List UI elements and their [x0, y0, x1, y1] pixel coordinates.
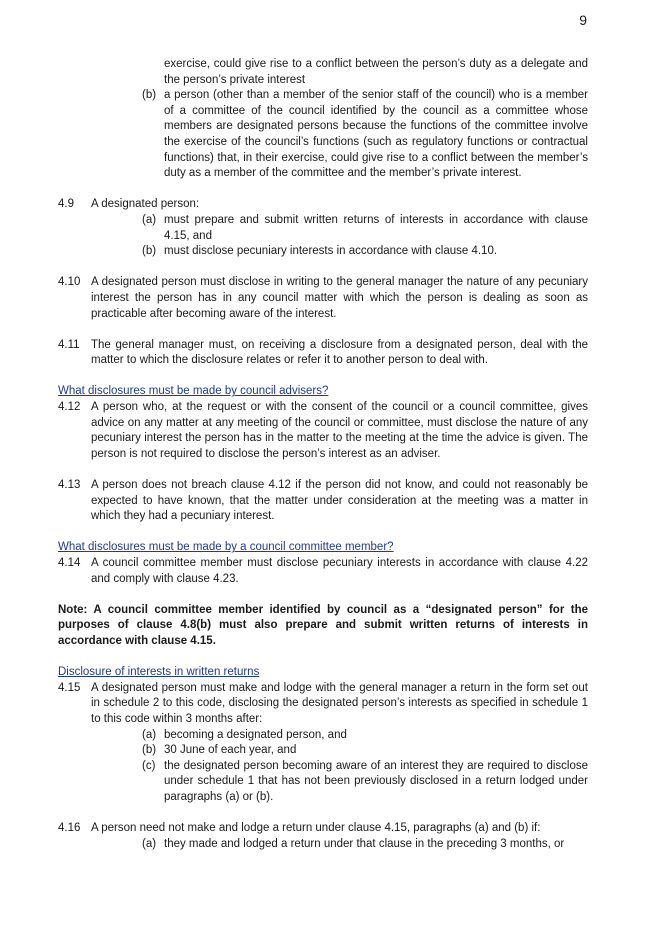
page-number: 9	[579, 12, 587, 28]
item-label: (a)	[142, 213, 157, 226]
clause-4-9	[58, 197, 588, 213]
item-text: they made and lodged a return under that clause in the preceding 3 months, or	[164, 837, 565, 850]
item-label: (b)	[142, 744, 157, 757]
section-heading: What disclosures must be made by a council committee member?	[58, 541, 394, 554]
clause-text: A designated person must make and lodge with the general manager a return in the form set out in schedule 2 to this code, disclosing the designated person’s interests as specified in schedule 1 to this code within 3 months after:	[91, 681, 588, 725]
list-item	[142, 728, 588, 744]
item-text: must disclose pecuniary interests in accordance with clause 4.10.	[164, 245, 498, 258]
item-text: becoming a designated person, and	[164, 728, 347, 741]
clause-text: A person does not breach clause 4.12 if the person did not know, and could not reasonably be expected to have known, that the matter under consideration at the meeting was a matter in which they had a pecuniary interest.	[91, 479, 588, 523]
clause-4-12	[58, 400, 588, 462]
item-text: must prepare and submit written returns of interests in accordance with clause 4.15, and	[164, 213, 588, 242]
list-item	[142, 213, 588, 244]
item-label: (c)	[142, 759, 156, 772]
clause-4-14	[58, 556, 588, 587]
clause-text: A council committee member must disclose pecuniary interests in accordance with clause 4.22 and comply with clause 4.23.	[91, 557, 588, 585]
item-label: (a)	[142, 728, 157, 741]
list-item	[142, 88, 588, 182]
list-item	[142, 759, 588, 806]
section-heading: What disclosures must be made by council advisers?	[58, 385, 329, 398]
section-heading: Disclosure of interests in written returns	[58, 666, 260, 679]
clause-number: 4.9	[58, 198, 74, 211]
item-text: a person (other than a member of the senior staff of the council) who is a member of a committee of the council identified by the council as a committee whose members are designated persons because the functions of the committee involve the exercise of the council’s functions (such as regulatory functions or contractual functions) that, in their exercise, could give rise to a conflict between the member’s duty as a member of the committee and the member’s private interest.	[164, 89, 588, 180]
clause-4-10	[58, 275, 588, 322]
clause-number: 4.13	[58, 479, 81, 492]
clause-4-13	[58, 478, 588, 525]
clause-text: A person who, at the request or with the consent of the council or a council committee, gives advice on any matter at any meeting of the council or committee, must disclose the nature of any pecuniary interest the person has in the matter to the meeting at the time the advice is given. The person is not required to disclose the person’s interest as an adviser.	[91, 401, 588, 460]
clause-text: A person need not make and lodge a return under clause 4.15, paragraphs (a) and (b) if:	[91, 822, 541, 835]
list-item	[142, 244, 588, 260]
item-text: the designated person becoming aware of an interest they are required to disclose under schedule 1 that has not been previously disclosed in a return lodged under paragraphs (a) or (b).	[164, 759, 588, 803]
item-label: (b)	[142, 245, 157, 258]
list-item	[142, 743, 588, 759]
note-paragraph: Note: A council committee member identified by council as a “designated person” for the purposes of clause 4.8(b) must also prepare and submit written returns of interests in accordance with clause 4.15.	[58, 603, 588, 647]
clause-text: The general manager must, on receiving a disclosure from a designated person, deal with the matter to which the disclosure relates or refer it to another person to deal with.	[91, 338, 588, 367]
list-item	[142, 837, 588, 853]
clause-number: 4.15	[58, 681, 81, 694]
item-label: (b)	[142, 89, 157, 102]
clause-number: 4.16	[58, 822, 81, 835]
continued-text: exercise, could give rise to a conflict between the person’s duty as a delegate and the person’s private interest	[164, 58, 588, 86]
item-label: (a)	[142, 837, 157, 850]
clause-4-11	[58, 338, 588, 369]
page-content	[58, 57, 588, 852]
item-text: 30 June of each year, and	[164, 744, 297, 757]
clause-number: 4.11	[58, 338, 80, 351]
clause-number: 4.12	[58, 401, 81, 414]
clause-number: 4.14	[58, 557, 81, 569]
clause-number: 4.10	[58, 276, 81, 289]
clause-4-15	[58, 681, 588, 728]
clause-4-16	[58, 821, 588, 837]
clause-text: A designated person must disclose in writing to the general manager the nature of any pecuniary interest the person has in any council matter with which the person is dealing as soon as practicable after becoming aware of the interest.	[91, 276, 588, 320]
clause-text: A designated person:	[91, 198, 200, 211]
